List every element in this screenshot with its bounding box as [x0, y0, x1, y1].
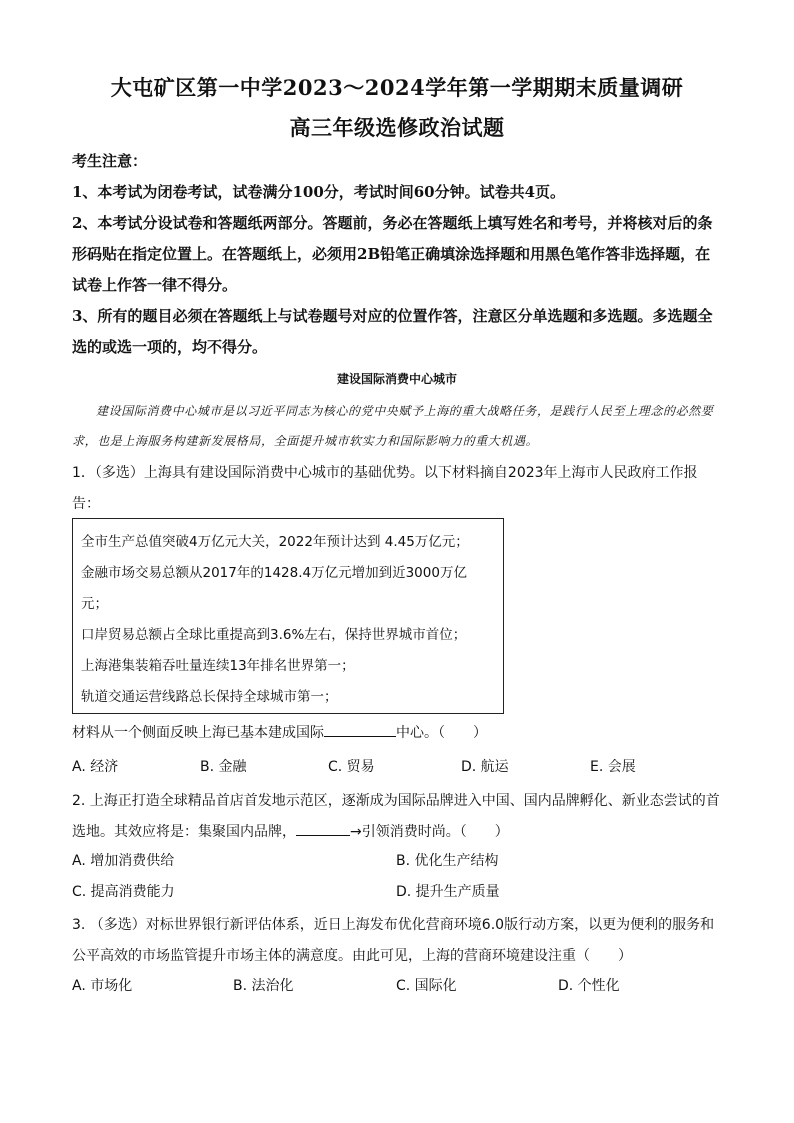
question-2-stem-start: 选地。其效应将是：集聚国内品牌，	[72, 824, 296, 840]
question-2-stem-line1: 2. 上海正打造全球精品首店首发地示范区，逐渐成为国际品牌进入中国、国内品牌孵化、新业态尝试的首	[72, 793, 720, 809]
exam-title: 大屯矿区第一中学2023～2024学年第一学期期末质量调研	[110, 75, 684, 100]
section-title: 建设国际消费中心城市	[336, 372, 457, 386]
q2-option-a: A. 增加消费供给	[72, 853, 175, 869]
answer-blank	[324, 722, 396, 737]
question-1-material-box	[72, 518, 504, 714]
q1-option-a: A. 经济	[72, 759, 119, 775]
q2-option-c: C. 提高消费能力	[72, 884, 175, 900]
material-line: 全市生产总值突破4万亿元大关，2022年预计达到 4.45万亿元；	[81, 534, 469, 550]
question-1-prompt-end: 中心。（ ）	[396, 725, 487, 741]
material-line: 轨道交通运营线路总长保持全球城市第一；	[81, 689, 338, 705]
notice-item-1: 1、本考试为闭卷考试，试卷满分100分，考试时间60分钟。试卷共4页。	[72, 183, 566, 201]
material-line: 金融市场交易总额从2017年的1428.4万亿元增加到近3000万亿	[81, 565, 467, 581]
notice-item-3: 3、所有的题目必须在答题纸上与试卷题号对应的位置作答，注意区分单选题和多选题。多选题全选的或选一项的，均不得分。	[72, 307, 713, 356]
q3-option-d: D. 个性化	[558, 978, 620, 994]
section-intro: 建设国际消费中心城市是以习近平同志为核心的党中央赋予上海的重大战略任务，是践行人民至上理念的必然要求，也是上海服务构建新发展格局，全面提升城市软实力和国际影响力的重大机遇。	[72, 404, 714, 448]
answer-blank	[296, 821, 350, 836]
exam-subtitle: 高三年级选修政治试题	[289, 115, 505, 140]
question-3-stem: 3. （多选）对标世界银行新评估体系，近日上海发布优化营商环境6.0版行动方案，以更为便利的服务和公平高效的市场监管提升市场主体的满意度。由此可见，上海的营商环境建设注重（ ）	[72, 917, 715, 964]
question-2-stem-end: →引领消费时尚。（ ）	[350, 824, 509, 840]
notice-heading: 考生注意：	[72, 152, 148, 170]
q1-option-c: C. 贸易	[328, 759, 375, 775]
q1-option-d: D. 航运	[461, 759, 509, 775]
question-1-prompt-start: 材料从一个侧面反映上海已基本建成国际	[72, 725, 324, 741]
notice-item-2: 2、本考试分设试卷和答题纸两部分。答题前，务必在答题纸上填写姓名和考号，并将核对后的条形码贴在指定位置上。在答题纸上，必须用2B铅笔正确填涂选择题和用黑色笔作答非选择题，在试卷上作答一律不得分。	[72, 214, 713, 294]
q2-option-b: B. 优化生产结构	[396, 853, 499, 869]
q3-option-a: A. 市场化	[72, 978, 133, 994]
material-line: 上海港集装箱吞吐量连续13年排名世界第一；	[81, 658, 355, 674]
question-1-prompt	[72, 718, 722, 749]
q1-option-b: B. 金融	[200, 759, 247, 775]
q3-option-b: B. 法治化	[233, 978, 294, 994]
material-line: 口岸贸易总额占全球比重提高到3.6%左右，保持世界城市首位；	[81, 627, 467, 643]
material-line: 元；	[81, 596, 108, 612]
question-1-stem: 1．（多选）上海具有建设国际消费中心城市的基础优势。以下材料摘自2023年上海市人民政府工作报告：	[72, 465, 698, 512]
question-2-stem-line2	[72, 817, 722, 848]
q1-option-e: E. 会展	[590, 759, 636, 775]
q2-option-d: D. 提升生产质量	[396, 884, 500, 900]
q3-option-c: C. 国际化	[396, 978, 457, 994]
